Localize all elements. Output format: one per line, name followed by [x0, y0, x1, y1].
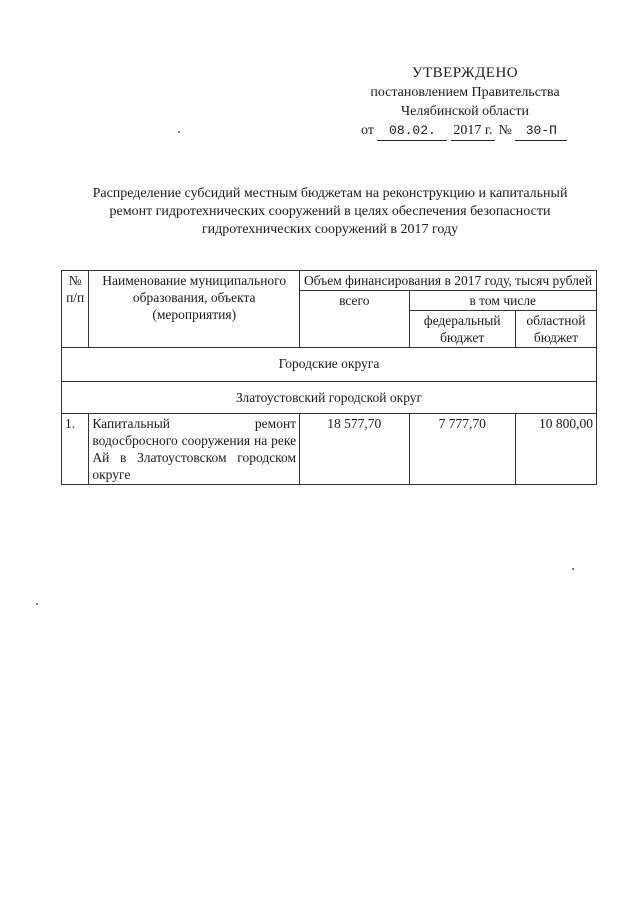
- subgroup-label: Златоустовский городской округ: [62, 382, 597, 414]
- header-funding: Объем финансирования в 2017 году, тысяч рублей: [300, 271, 597, 291]
- header-name: Наименование муниципального образования, объекта (мероприятия): [89, 271, 300, 348]
- subgroup-row: [62, 382, 597, 414]
- group-label: Городские округа: [62, 348, 597, 382]
- header-row-1: [62, 271, 597, 291]
- from-label: от: [361, 123, 374, 138]
- scan-speck: [36, 603, 38, 605]
- order-date: 08.02.: [377, 121, 447, 141]
- row-num: 1.: [62, 414, 89, 485]
- row-regional: 10 800,00: [515, 414, 596, 485]
- row-federal: 7 777,70: [409, 414, 515, 485]
- number-label: №: [498, 123, 512, 138]
- approval-stamp: [355, 64, 575, 141]
- approved-label: УТВЕРЖДЕНО: [411, 65, 519, 81]
- title-line-1: Распределение субсидий местным бюджетам на реконструкцию и капитальный: [92, 186, 568, 201]
- title-line-2: ремонт гидротехнических сооружений в целях обеспечения безопасности: [109, 204, 551, 219]
- scan-speck: [572, 568, 574, 570]
- scan-speck: [178, 131, 180, 133]
- header-federal: федеральный бюджет: [409, 311, 515, 348]
- document-title: [60, 185, 600, 239]
- group-row: [62, 348, 597, 382]
- row-total: 18 577,70: [300, 414, 409, 485]
- approval-line-2: Челябинской области: [401, 104, 529, 119]
- header-total: всего: [300, 291, 409, 348]
- order-line: [355, 121, 575, 141]
- row-name: Капитальный ремонт водосбросного сооружения на реке Ай в Златоустовском городском округе: [89, 414, 300, 485]
- subsidy-table: [61, 270, 597, 485]
- approval-line-1: постановлением Правительства: [370, 85, 560, 100]
- order-number: 30-П: [515, 121, 567, 141]
- order-year: 2017 г.: [451, 121, 495, 141]
- title-line-3: гидротехнических сооружений в 2017 году: [201, 222, 459, 237]
- header-including: в том числе: [409, 291, 596, 311]
- header-num: № п/п: [62, 271, 89, 348]
- table-row: [62, 414, 597, 485]
- header-regional: областной бюджет: [515, 311, 596, 348]
